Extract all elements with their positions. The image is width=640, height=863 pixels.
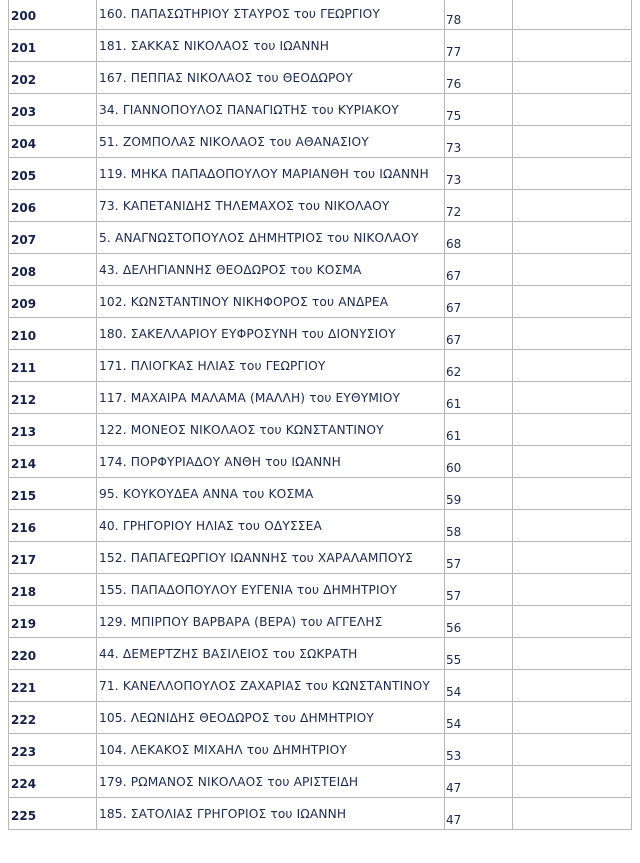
empty-cell — [513, 606, 632, 638]
rank-cell: 201 — [9, 30, 97, 62]
rank-cell: 217 — [9, 542, 97, 574]
candidate-name: 73. ΚΑΠΕΤΑΝΙΔΗΣ ΤΗΛΕΜΑΧΟΣ του ΝΙΚΟΛΑΟΥ — [99, 199, 390, 213]
empty-cell — [513, 670, 632, 702]
empty-cell — [513, 350, 632, 382]
candidate-name: 129. ΜΠΙΡΠΟΥ ΒΑΡΒΑΡΑ (ΒΕΡΑ) του ΑΓΓΕΛΗΣ — [99, 615, 383, 629]
rank-cell: 203 — [9, 94, 97, 126]
votes-cell: 68 — [445, 222, 513, 254]
candidate-name: 171. ΠΛΙΟΓΚΑΣ ΗΛΙΑΣ του ΓΕΩΡΓΙΟΥ — [99, 359, 326, 373]
empty-cell — [513, 126, 632, 158]
rank-cell: 204 — [9, 126, 97, 158]
candidate-name-cell — [97, 414, 445, 446]
candidate-name: 155. ΠΑΠΑΔΟΠΟΥΛΟΥ ΕΥΓΕΝΙΑ του ΔΗΜΗΤΡΙΟΥ — [99, 583, 398, 597]
empty-cell — [513, 222, 632, 254]
rank-cell: 215 — [9, 478, 97, 510]
table-row — [9, 510, 632, 542]
rank-cell: 210 — [9, 318, 97, 350]
empty-cell — [513, 318, 632, 350]
table-row — [9, 286, 632, 318]
rank-cell: 225 — [9, 798, 97, 830]
table-row — [9, 190, 632, 222]
votes-cell: 76 — [445, 62, 513, 94]
table-row — [9, 62, 632, 94]
votes-cell: 54 — [445, 702, 513, 734]
table-row — [9, 222, 632, 254]
empty-cell — [513, 478, 632, 510]
rank-cell: 200 — [9, 0, 97, 30]
empty-cell — [513, 766, 632, 798]
rank-cell: 213 — [9, 414, 97, 446]
empty-cell — [513, 382, 632, 414]
candidate-name: 102. ΚΩΝΣΤΑΝΤΙΝΟΥ ΝΙΚΗΦΟΡΟΣ του ΑΝΔΡΕΑ — [99, 295, 389, 309]
rank-cell: 211 — [9, 350, 97, 382]
candidate-name-cell — [97, 254, 445, 286]
table-row — [9, 638, 632, 670]
table-row — [9, 318, 632, 350]
candidate-name: 5. ΑΝΑΓΝΩΣΤΟΠΟΥΛΟΣ ΔΗΜΗΤΡΙΟΣ του ΝΙΚΟΛΑΟΥ — [99, 231, 419, 245]
candidate-name: 119. ΜΗΚΑ ΠΑΠΑΔΟΠΟΥΛΟΥ ΜΑΡΙΑΝΘΗ του ΙΩΑΝΝΗ — [99, 167, 429, 181]
votes-cell: 77 — [445, 30, 513, 62]
rank-cell: 205 — [9, 158, 97, 190]
table-row — [9, 798, 632, 830]
empty-cell — [513, 158, 632, 190]
votes-cell: 78 — [445, 0, 513, 30]
empty-cell — [513, 286, 632, 318]
table-row — [9, 574, 632, 606]
table-row — [9, 670, 632, 702]
empty-cell — [513, 574, 632, 606]
candidate-name-cell — [97, 222, 445, 254]
rank-cell: 220 — [9, 638, 97, 670]
candidate-name-cell — [97, 670, 445, 702]
empty-cell — [513, 446, 632, 478]
votes-cell: 67 — [445, 286, 513, 318]
candidate-name: 185. ΣΑΤΟΛΙΑΣ ΓΡΗΓΟΡΙΟΣ του ΙΩΑΝΝΗ — [99, 807, 347, 821]
table-row — [9, 254, 632, 286]
table-row — [9, 94, 632, 126]
candidate-name-cell — [97, 798, 445, 830]
candidate-name: 104. ΛΕΚΑΚΟΣ ΜΙΧΑΗΛ του ΔΗΜΗΤΡΙΟΥ — [99, 743, 347, 757]
rank-cell: 218 — [9, 574, 97, 606]
votes-cell: 53 — [445, 734, 513, 766]
candidate-name-cell — [97, 62, 445, 94]
empty-cell — [513, 734, 632, 766]
votes-cell: 47 — [445, 798, 513, 830]
table-row — [9, 158, 632, 190]
table-row — [9, 126, 632, 158]
empty-cell — [513, 414, 632, 446]
votes-cell: 61 — [445, 382, 513, 414]
rank-cell: 216 — [9, 510, 97, 542]
results-body — [9, 0, 632, 830]
table-row — [9, 702, 632, 734]
candidate-name-cell — [97, 478, 445, 510]
votes-cell: 47 — [445, 766, 513, 798]
table-row — [9, 766, 632, 798]
candidate-name: 152. ΠΑΠΑΓΕΩΡΓΙΟΥ ΙΩΑΝΝΗΣ του ΧΑΡΑΛΑΜΠΟΥΣ — [99, 551, 414, 565]
candidate-name: 40. ΓΡΗΓΟΡΙΟΥ ΗΛΙΑΣ του ΟΔΥΣΣΕΑ — [99, 519, 322, 533]
candidate-name-cell — [97, 446, 445, 478]
table-row — [9, 542, 632, 574]
rank-cell: 202 — [9, 62, 97, 94]
rank-cell: 207 — [9, 222, 97, 254]
table-row — [9, 30, 632, 62]
votes-cell: 73 — [445, 126, 513, 158]
candidate-name-cell — [97, 542, 445, 574]
rank-cell: 206 — [9, 190, 97, 222]
votes-cell: 73 — [445, 158, 513, 190]
candidate-name: 43. ΔΕΛΗΓΙΑΝΝΗΣ ΘΕΟΔΩΡΟΣ του ΚΟΣΜΑ — [99, 263, 362, 277]
table-row — [9, 0, 632, 30]
candidate-name: 51. ΖΟΜΠΟΛΑΣ ΝΙΚΟΛΑΟΣ του ΑΘΑΝΑΣΙΟΥ — [99, 135, 369, 149]
candidate-name-cell — [97, 382, 445, 414]
empty-cell — [513, 62, 632, 94]
candidate-name-cell — [97, 158, 445, 190]
rank-cell: 224 — [9, 766, 97, 798]
votes-cell: 61 — [445, 414, 513, 446]
candidate-name-cell — [97, 190, 445, 222]
candidate-name-cell — [97, 94, 445, 126]
candidate-name: 167. ΠΕΠΠΑΣ ΝΙΚΟΛΑΟΣ του ΘΕΟΔΩΡΟΥ — [99, 71, 353, 85]
candidate-name-cell — [97, 606, 445, 638]
candidate-name: 179. ΡΩΜΑΝΟΣ ΝΙΚΟΛΑΟΣ του ΑΡΙΣΤΕΙΔΗ — [99, 775, 359, 789]
candidate-name-cell — [97, 702, 445, 734]
rank-cell: 209 — [9, 286, 97, 318]
votes-cell: 72 — [445, 190, 513, 222]
candidate-name-cell — [97, 30, 445, 62]
votes-cell: 60 — [445, 446, 513, 478]
rank-cell: 222 — [9, 702, 97, 734]
table-row — [9, 734, 632, 766]
votes-cell: 58 — [445, 510, 513, 542]
rank-cell: 221 — [9, 670, 97, 702]
candidate-name-cell — [97, 766, 445, 798]
candidate-name: 122. ΜΟΝΕΟΣ ΝΙΚΟΛΑΟΣ του ΚΩΝΣΤΑΝΤΙΝΟΥ — [99, 423, 384, 437]
empty-cell — [513, 94, 632, 126]
rank-cell: 219 — [9, 606, 97, 638]
candidate-name: 105. ΛΕΩΝΙΔΗΣ ΘΕΟΔΩΡΟΣ του ΔΗΜΗΤΡΙΟΥ — [99, 711, 374, 725]
candidate-name-cell — [97, 574, 445, 606]
rank-cell: 212 — [9, 382, 97, 414]
votes-cell: 55 — [445, 638, 513, 670]
empty-cell — [513, 638, 632, 670]
table-row — [9, 414, 632, 446]
candidate-name-cell — [97, 350, 445, 382]
empty-cell — [513, 510, 632, 542]
votes-cell: 62 — [445, 350, 513, 382]
empty-cell — [513, 542, 632, 574]
votes-cell: 57 — [445, 574, 513, 606]
candidate-name: 71. ΚΑΝΕΛΛΟΠΟΥΛΟΣ ΖΑΧΑΡΙΑΣ του ΚΩΝΣΤΑΝΤΙΝΟΥ — [99, 679, 430, 693]
table-row — [9, 606, 632, 638]
empty-cell — [513, 190, 632, 222]
votes-cell: 54 — [445, 670, 513, 702]
votes-cell: 57 — [445, 542, 513, 574]
table-row — [9, 478, 632, 510]
candidate-name-cell — [97, 0, 445, 30]
candidate-name: 180. ΣΑΚΕΛΛΑΡΙΟΥ ΕΥΦΡΟΣΥΝΗ του ΔΙΟΝΥΣΙΟΥ — [99, 327, 396, 341]
results-table — [8, 0, 632, 830]
votes-cell: 67 — [445, 254, 513, 286]
rank-cell: 208 — [9, 254, 97, 286]
candidate-name-cell — [97, 638, 445, 670]
empty-cell — [513, 798, 632, 830]
candidate-name: 34. ΓΙΑΝΝΟΠΟΥΛΟΣ ΠΑΝΑΓΙΩΤΗΣ του ΚΥΡΙΑΚΟΥ — [99, 103, 399, 117]
votes-cell: 67 — [445, 318, 513, 350]
empty-cell — [513, 702, 632, 734]
candidate-name-cell — [97, 318, 445, 350]
candidate-name-cell — [97, 126, 445, 158]
votes-cell: 75 — [445, 94, 513, 126]
candidate-name: 44. ΔΕΜΕΡΤΖΗΣ ΒΑΣΙΛΕΙΟΣ του ΣΩΚΡΑΤΗ — [99, 647, 358, 661]
table-row — [9, 382, 632, 414]
votes-cell: 56 — [445, 606, 513, 638]
rank-cell: 214 — [9, 446, 97, 478]
candidate-name-cell — [97, 510, 445, 542]
empty-cell — [513, 30, 632, 62]
votes-cell: 59 — [445, 478, 513, 510]
candidate-name-cell — [97, 286, 445, 318]
table-row — [9, 350, 632, 382]
candidate-name: 95. ΚΟΥΚΟΥΔΕΑ ΑΝΝΑ του ΚΟΣΜΑ — [99, 487, 314, 501]
candidate-name: 174. ΠΟΡΦΥΡΙΑΔΟΥ ΑΝΘΗ του ΙΩΑΝΝΗ — [99, 455, 341, 469]
rank-cell: 223 — [9, 734, 97, 766]
candidate-name: 181. ΣΑΚΚΑΣ ΝΙΚΟΛΑΟΣ του ΙΩΑΝΝΗ — [99, 39, 330, 53]
candidate-name: 160. ΠΑΠΑΣΩΤΗΡΙΟΥ ΣΤΑΥΡΟΣ του ΓΕΩΡΓΙΟΥ — [99, 7, 380, 21]
empty-cell — [513, 0, 632, 30]
candidate-name-cell — [97, 734, 445, 766]
empty-cell — [513, 254, 632, 286]
candidate-name: 117. ΜΑΧΑΙΡΑ ΜΑΛΑΜΑ (ΜΑΛΛΗ) του ΕΥΘΥΜΙΟΥ — [99, 391, 401, 405]
table-row — [9, 446, 632, 478]
